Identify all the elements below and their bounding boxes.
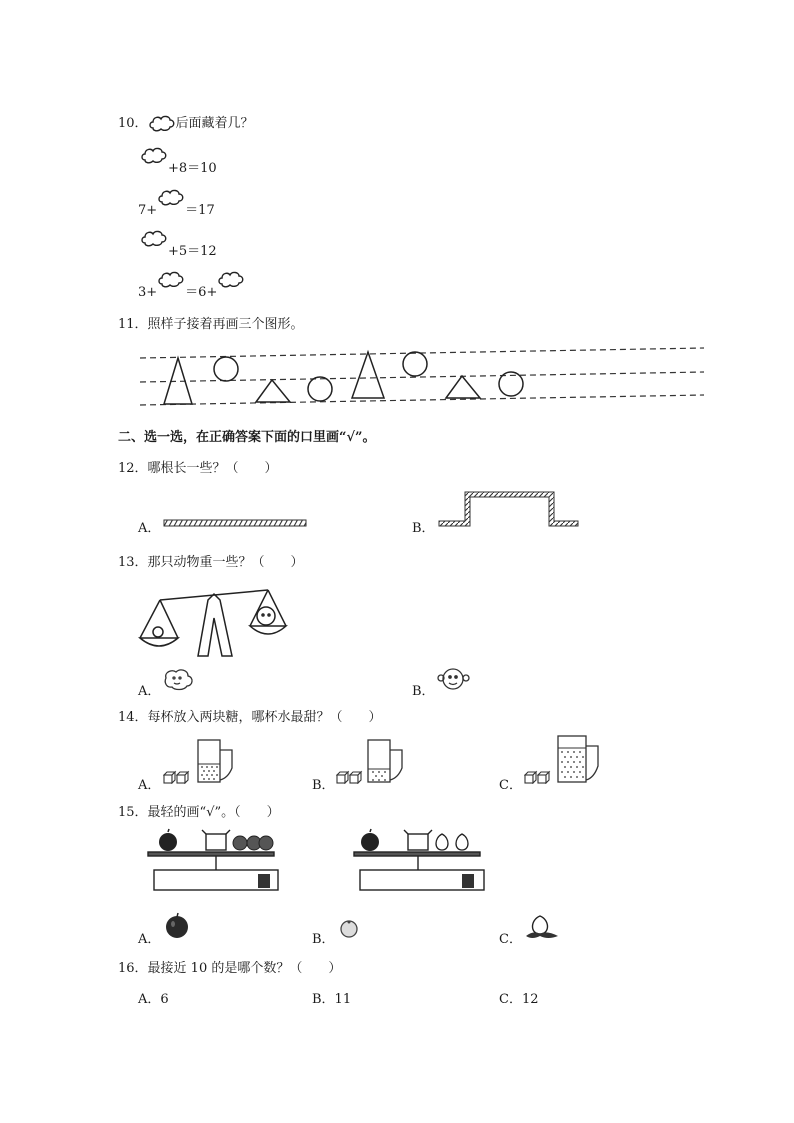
circle-shape [214,357,238,381]
q10-title [118,112,254,134]
q11-question: 照样子接着再画三个图形。 [147,317,304,332]
cloud-icon [140,146,168,166]
q16-title: 16．最接近 10 的是哪个数？（ ） [118,961,342,976]
q12-option-a-label[interactable]: A． [138,521,161,536]
q10-eq-4a: 3+ [138,285,158,300]
sugar-cubes-icon [163,770,191,784]
cup-icon [196,738,238,784]
q10-eq-1: +8＝10 [168,161,217,176]
q15-option-c-label[interactable]: C． [499,932,522,947]
circle-shape [308,377,332,401]
cloud-icon [217,270,245,290]
q11-number: 11． [118,317,148,332]
cloud-icon [157,270,185,290]
q12-title: 12．哪根长一些？（ ） [118,461,278,476]
circle-shape [403,352,427,376]
sheep-icon [162,666,196,692]
q12-option-b-label[interactable]: B． [412,521,435,536]
sugar-cubes-icon [524,770,552,784]
q16-option-a[interactable]: A．6 [138,992,169,1007]
triangle-shape [446,376,480,398]
q15-option-b-label[interactable]: B． [312,932,335,947]
q14-option-b-label[interactable]: B． [312,778,335,793]
orange-icon [338,918,360,940]
q10-line-2 [138,188,215,218]
q14-option-a-label[interactable]: A． [138,778,161,793]
section-heading: 二、选一选，在正确答案下面的口里画“√”。 [118,430,376,445]
q10-line-1 [140,146,217,176]
monkey-icon [437,666,473,692]
apple-icon [159,829,177,851]
q16-option-b[interactable]: B．11 [312,992,352,1007]
triangle-shape [256,380,290,402]
q14-title: 14．每杯放入两块糖，哪杯水最甜？（ ） [118,710,382,725]
q13-option-b-label[interactable]: B． [412,684,435,699]
q14-option-c-label[interactable]: C． [499,778,522,793]
triangle-shape [352,352,384,398]
balance-scale-image [138,578,288,658]
q10-eq-2b: ＝17 [185,203,215,218]
q10-line-3 [140,229,217,259]
cup-icon [556,734,602,784]
platform-scale-apple-peaches [346,826,488,898]
q10-number: 10． [118,116,148,131]
q13-option-a-label[interactable]: A． [138,684,161,699]
q13-title: 13．那只动物重一些？（ ） [118,555,304,570]
q15-title: 15．最轻的画“√”。（ ） [118,805,280,820]
triangle-shape [164,358,192,404]
apple-icon [361,829,379,851]
cloud-icon [148,114,176,134]
apple-icon [164,912,190,940]
bent-stick-icon [438,488,580,528]
pattern-figure [138,342,708,410]
q10-question: 后面藏着几？ [175,116,254,131]
q10-eq-3: +5＝12 [168,244,217,259]
cup-icon [366,738,408,784]
q15-option-a-label[interactable]: A． [138,932,161,947]
cloud-icon [157,188,185,208]
q16-option-c[interactable]: C．12 [499,992,539,1007]
cloud-icon [140,229,168,249]
q10-line-4 [138,270,245,300]
q11-title [118,313,304,332]
sugar-cubes-icon [336,770,364,784]
platform-scale-apple-oranges [140,826,282,898]
peach-icon [524,914,560,940]
q10-eq-2a: 7+ [138,203,158,218]
q10-eq-4b: ＝6+ [185,285,218,300]
straight-stick-icon [163,519,307,528]
